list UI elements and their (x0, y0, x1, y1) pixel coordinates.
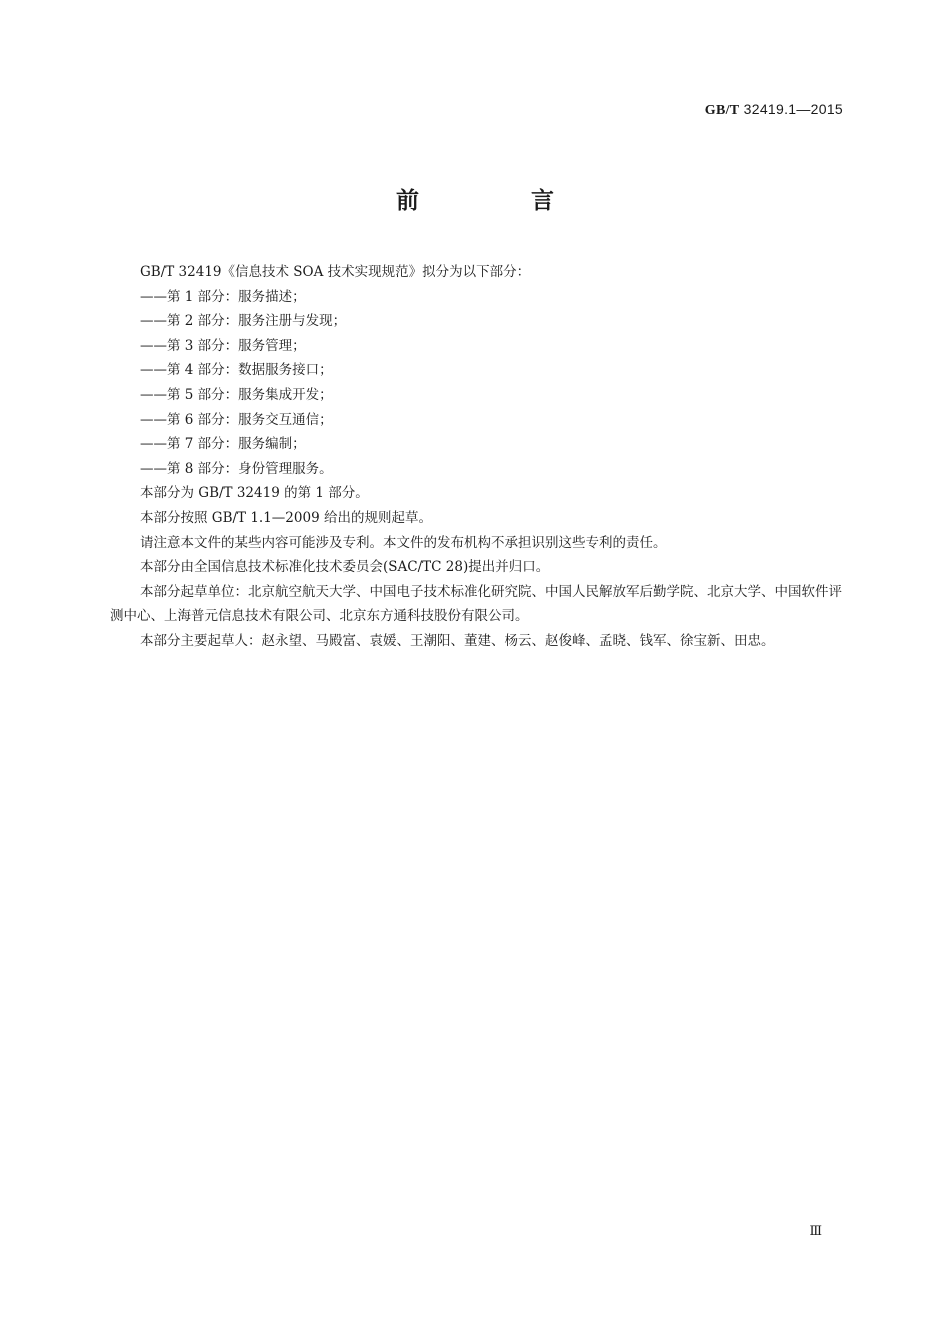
main-drafters: 本部分主要起草人：赵永望、马殿富、袁媛、王潮阳、董建、杨云、赵俊峰、孟晓、钱军、徐宝新、田忠。 (140, 632, 775, 649)
page-number: Ⅲ (809, 1223, 822, 1238)
patent-notice: 请注意本文件的某些内容可能涉及专利。本文件的发布机构不承担识别这些专利的责任。 (140, 534, 667, 551)
drafting-rules-statement: 本部分按照 GB/T 1.1—2009 给出的规则起草。 (140, 509, 432, 526)
part-list-item: ——第 2 部分：服务注册与发现； (140, 313, 347, 330)
part-list-item: ——第 7 部分：服务编制； (140, 436, 306, 453)
proposer-statement: 本部分由全国信息技术标准化技术委员会(SAC/TC 28)提出并归口。 (140, 559, 550, 576)
drafting-units: 本部分起草单位：北京航空航天大学、中国电子技术标准化研究院、中国人民解放军后勤学院、北京大学、中国软件评测中心、上海普元信息技术有限公司、北京东方通科技股份有限公司。 (110, 583, 842, 625)
part-list-item: ——第 4 部分：数据服务接口； (140, 362, 333, 379)
foreword-body (110, 260, 842, 654)
intro-paragraph: GB/T 32419《信息技术 SOA 技术实现规范》拟分为以下部分： (140, 264, 531, 280)
page-title: 前 言 (395, 188, 606, 214)
standard-code-prefix: GB/T (704, 103, 740, 118)
part-statement: 本部分为 GB/T 32419 的第 1 部分。 (140, 485, 369, 502)
standard-code (705, 101, 843, 119)
part-list-item: ——第 1 部分：服务描述； (140, 288, 306, 305)
part-list-item: ——第 3 部分：服务管理； (140, 337, 306, 354)
part-list-item: ——第 5 部分：服务集成开发； (140, 386, 333, 403)
part-list-item: ——第 8 部分：身份管理服务。 (140, 460, 333, 477)
standard-code-number: 32419.1—2015 (743, 101, 843, 117)
part-list-item: ——第 6 部分：服务交互通信； (140, 411, 333, 428)
